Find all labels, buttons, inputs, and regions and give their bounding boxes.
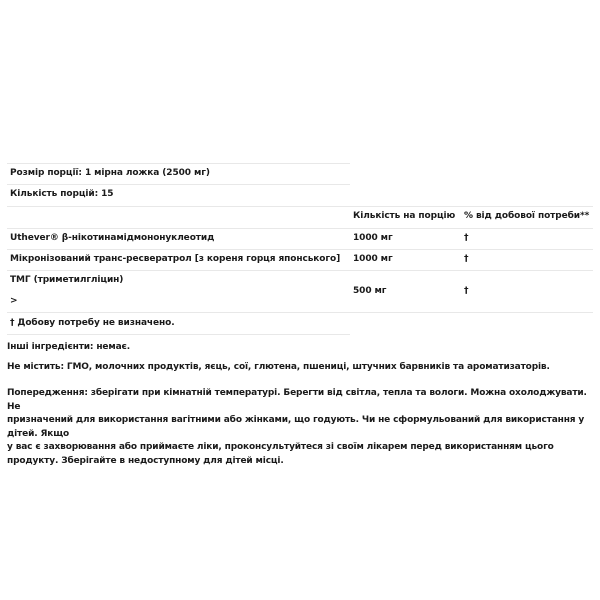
warning-line: Попередження: зберігати при кімнатній температурі. Берегти від світла, тепла та вологи. Можна охолоджувати. Не: [7, 388, 587, 412]
divider: [7, 206, 593, 207]
divider: [7, 249, 593, 250]
header-amount: Кількість на порцію: [353, 211, 456, 221]
divider: [7, 184, 350, 185]
divider: [7, 228, 593, 229]
divider: [7, 270, 593, 271]
warning: [7, 387, 593, 468]
ingredient-name: ТМГ (триметилгліцин): [10, 275, 124, 285]
footnote: † Добову потребу не визначено.: [10, 318, 175, 328]
divider: [7, 312, 593, 313]
ingredient-dv: †: [464, 286, 469, 296]
serving-size: Розмір порції: 1 мірна ложка (2500 мг): [10, 168, 210, 178]
ingredient-amount: 500 мг: [353, 286, 387, 296]
free-from: Не містить: ГМО, молочних продуктів, яєць, сої, глютена, пшениці, штучних барвників та ароматизаторів.: [7, 362, 550, 372]
ingredient-amount: 1000 мг: [353, 254, 393, 264]
header-daily-value: % від добової потреби**: [464, 211, 590, 221]
ingredient-dv: †: [464, 254, 469, 264]
ingredient-name: Мікронізований транс-ресвератрол [з кореня горця японського]: [10, 254, 341, 264]
divider: [7, 334, 350, 335]
divider: [7, 163, 350, 164]
servings-count: Кількість порцій: 15: [10, 189, 114, 199]
warning-line: призначений для використання вагітними або жінками, що годують. Чи не сформульований для використання у дітей. Якщо: [7, 415, 585, 439]
ingredient-name: Uthever® β-нікотинамідмононуклеотид: [10, 233, 215, 243]
other-ingredients: Інші інгредієнти: немає.: [7, 342, 130, 352]
ingredient-dv: †: [464, 233, 469, 243]
expand-toggle[interactable]: >: [10, 296, 18, 306]
warning-line: у вас є захворювання або приймаєте ліки, проконсультуйтеся зі своїм лікарем перед використанням цього: [7, 442, 554, 452]
warning-line: продукту. Зберігайте в недоступному для дітей місці.: [7, 455, 284, 466]
ingredient-amount: 1000 мг: [353, 233, 393, 243]
